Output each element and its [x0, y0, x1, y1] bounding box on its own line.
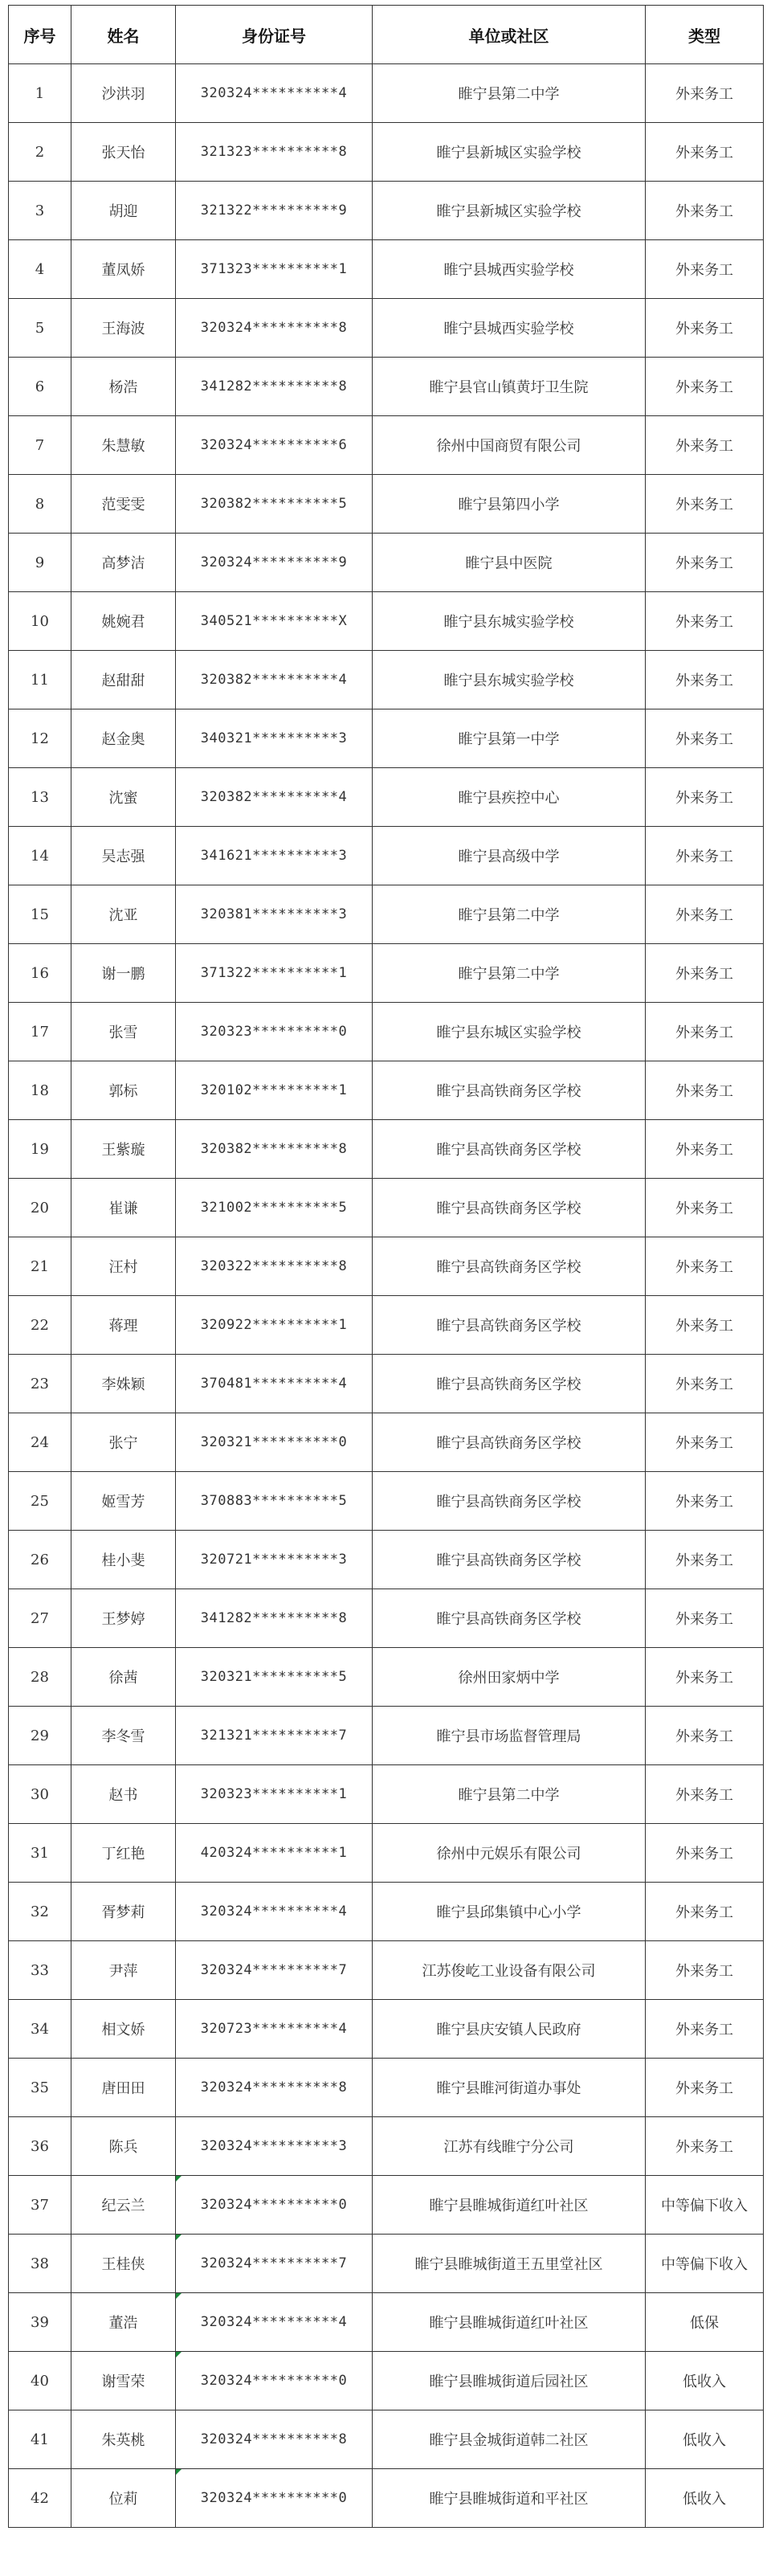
cell-type: 外来务工 — [646, 1472, 764, 1531]
cell-id-number: 321002**********5 — [176, 1179, 373, 1237]
table-row — [9, 240, 764, 299]
cell-unit: 睢宁县第二中学 — [373, 1765, 646, 1824]
cell-type: 外来务工 — [646, 2117, 764, 2176]
cell-index: 4 — [9, 240, 71, 299]
table-row — [9, 1296, 764, 1355]
table-row — [9, 64, 764, 123]
table-row — [9, 885, 764, 944]
cell-unit: 睢宁县庆安镇人民政府 — [373, 2000, 646, 2059]
cell-name: 胥梦莉 — [71, 1883, 176, 1941]
table-row — [9, 1355, 764, 1413]
cell-type: 外来务工 — [646, 123, 764, 182]
cell-name: 沈蜜 — [71, 768, 176, 827]
cell-unit: 睢宁县市场监督管理局 — [373, 1707, 646, 1765]
cell-type: 外来务工 — [646, 534, 764, 592]
cell-id-number: 320321**********0 — [176, 1413, 373, 1472]
cell-name: 赵金奥 — [71, 709, 176, 768]
cell-index: 5 — [9, 299, 71, 358]
cell-id-number: 320324**********4 — [176, 2293, 373, 2352]
cell-unit: 睢宁县东城实验学校 — [373, 592, 646, 651]
table-row — [9, 1413, 764, 1472]
cell-index: 24 — [9, 1413, 71, 1472]
table-row — [9, 709, 764, 768]
cell-name: 高梦洁 — [71, 534, 176, 592]
table-body — [9, 64, 764, 2528]
cell-name: 王梦婷 — [71, 1589, 176, 1648]
table-row — [9, 2117, 764, 2176]
cell-index: 32 — [9, 1883, 71, 1941]
cell-name: 谢一鹏 — [71, 944, 176, 1003]
cell-name: 崔谦 — [71, 1179, 176, 1237]
cell-id-number: 321322**********9 — [176, 182, 373, 240]
table-row — [9, 1179, 764, 1237]
cell-unit: 睢宁县邱集镇中心小学 — [373, 1883, 646, 1941]
cell-name: 汪村 — [71, 1237, 176, 1296]
cell-id-number: 321323**********8 — [176, 123, 373, 182]
cell-index: 9 — [9, 534, 71, 592]
cell-name: 张天怡 — [71, 123, 176, 182]
cell-id-number: 420324**********1 — [176, 1824, 373, 1883]
cell-index: 1 — [9, 64, 71, 123]
table-row — [9, 1061, 764, 1120]
cell-id-number: 320324**********7 — [176, 2235, 373, 2293]
cell-unit: 睢宁县高铁商务区学校 — [373, 1531, 646, 1589]
cell-name: 董凤娇 — [71, 240, 176, 299]
cell-unit: 睢宁县高铁商务区学校 — [373, 1179, 646, 1237]
cell-index: 14 — [9, 827, 71, 885]
cell-index: 22 — [9, 1296, 71, 1355]
cell-unit: 睢宁县高铁商务区学校 — [373, 1120, 646, 1179]
cell-name: 桂小斐 — [71, 1531, 176, 1589]
cell-id-number: 320381**********3 — [176, 885, 373, 944]
cell-name: 姬雪芳 — [71, 1472, 176, 1531]
cell-unit: 睢宁县高铁商务区学校 — [373, 1237, 646, 1296]
cell-id-number: 320721**********3 — [176, 1531, 373, 1589]
cell-unit: 睢宁县金城街道韩二社区 — [373, 2410, 646, 2469]
table-header-row — [9, 6, 764, 64]
cell-index: 15 — [9, 885, 71, 944]
cell-id-number: 320324**********4 — [176, 64, 373, 123]
table-row — [9, 1765, 764, 1824]
cell-name: 朱英桃 — [71, 2410, 176, 2469]
cell-name: 蒋理 — [71, 1296, 176, 1355]
cell-index: 2 — [9, 123, 71, 182]
cell-name: 郭标 — [71, 1061, 176, 1120]
cell-unit: 睢宁县高铁商务区学校 — [373, 1589, 646, 1648]
cell-name: 纪云兰 — [71, 2176, 176, 2235]
cell-unit: 睢宁县睢城街道和平社区 — [373, 2469, 646, 2528]
cell-name: 赵书 — [71, 1765, 176, 1824]
table-row — [9, 1237, 764, 1296]
cell-type: 中等偏下收入 — [646, 2176, 764, 2235]
cell-id-number: 320323**********0 — [176, 1003, 373, 1061]
cell-unit: 睢宁县东城区实验学校 — [373, 1003, 646, 1061]
cell-index: 25 — [9, 1472, 71, 1531]
cell-name: 王紫璇 — [71, 1120, 176, 1179]
cell-id-number: 320324**********4 — [176, 1883, 373, 1941]
cell-id-number: 320324**********8 — [176, 2059, 373, 2117]
table-row — [9, 1707, 764, 1765]
cell-index: 20 — [9, 1179, 71, 1237]
cell-name: 姚婉君 — [71, 592, 176, 651]
table-row — [9, 827, 764, 885]
table-row — [9, 475, 764, 534]
cell-unit: 睢宁县城西实验学校 — [373, 240, 646, 299]
cell-type: 外来务工 — [646, 64, 764, 123]
cell-unit: 睢宁县高铁商务区学校 — [373, 1355, 646, 1413]
cell-type: 外来务工 — [646, 592, 764, 651]
cell-type: 外来务工 — [646, 709, 764, 768]
cell-id-number: 320382**********4 — [176, 768, 373, 827]
cell-type: 外来务工 — [646, 1824, 764, 1883]
cell-id-number: 320324**********7 — [176, 1941, 373, 2000]
cell-type: 外来务工 — [646, 1296, 764, 1355]
table-row — [9, 651, 764, 709]
cell-id-number: 320324**********3 — [176, 2117, 373, 2176]
cell-unit: 睢宁县东城实验学校 — [373, 651, 646, 709]
roster-table — [8, 5, 764, 2528]
table-row — [9, 1589, 764, 1648]
cell-type: 外来务工 — [646, 944, 764, 1003]
cell-index: 7 — [9, 416, 71, 475]
cell-name: 赵甜甜 — [71, 651, 176, 709]
cell-id-number: 341621**********3 — [176, 827, 373, 885]
cell-id-number: 320322**********8 — [176, 1237, 373, 1296]
cell-type: 外来务工 — [646, 768, 764, 827]
cell-index: 12 — [9, 709, 71, 768]
table-row — [9, 2410, 764, 2469]
cell-id-number: 320323**********1 — [176, 1765, 373, 1824]
cell-index: 28 — [9, 1648, 71, 1707]
cell-unit: 睢宁县高铁商务区学校 — [373, 1296, 646, 1355]
cell-index: 19 — [9, 1120, 71, 1179]
cell-index: 29 — [9, 1707, 71, 1765]
cell-name: 沙洪羽 — [71, 64, 176, 123]
cell-unit: 睢宁县疾控中心 — [373, 768, 646, 827]
cell-name: 李姝颖 — [71, 1355, 176, 1413]
cell-type: 外来务工 — [646, 416, 764, 475]
cell-index: 17 — [9, 1003, 71, 1061]
cell-unit: 睢宁县第二中学 — [373, 64, 646, 123]
cell-index: 42 — [9, 2469, 71, 2528]
cell-type: 外来务工 — [646, 358, 764, 416]
cell-name: 王海波 — [71, 299, 176, 358]
table-row — [9, 358, 764, 416]
cell-id-number: 370481**********4 — [176, 1355, 373, 1413]
cell-id-number: 320324**********8 — [176, 299, 373, 358]
cell-id-number: 320382**********8 — [176, 1120, 373, 1179]
cell-id-number: 341282**********8 — [176, 1589, 373, 1648]
cell-id-number: 320324**********9 — [176, 534, 373, 592]
cell-index: 31 — [9, 1824, 71, 1883]
cell-unit: 睢宁县睢城街道红叶社区 — [373, 2293, 646, 2352]
cell-type: 低收入 — [646, 2469, 764, 2528]
cell-unit: 睢宁县新城区实验学校 — [373, 123, 646, 182]
cell-id-number: 320324**********0 — [176, 2469, 373, 2528]
cell-name: 相文娇 — [71, 2000, 176, 2059]
cell-index: 11 — [9, 651, 71, 709]
cell-type: 外来务工 — [646, 1355, 764, 1413]
table-row — [9, 2293, 764, 2352]
cell-unit: 睢宁县高铁商务区学校 — [373, 1061, 646, 1120]
cell-unit: 睢宁县第二中学 — [373, 885, 646, 944]
table-row — [9, 944, 764, 1003]
cell-index: 30 — [9, 1765, 71, 1824]
cell-id-number: 320324**********0 — [176, 2352, 373, 2410]
cell-unit: 江苏有线睢宁分公司 — [373, 2117, 646, 2176]
cell-name: 位莉 — [71, 2469, 176, 2528]
cell-type: 外来务工 — [646, 885, 764, 944]
cell-name: 丁红艳 — [71, 1824, 176, 1883]
cell-index: 33 — [9, 1941, 71, 2000]
cell-name: 胡迎 — [71, 182, 176, 240]
cell-type: 外来务工 — [646, 1237, 764, 1296]
cell-name: 陈兵 — [71, 2117, 176, 2176]
cell-id-number: 320321**********5 — [176, 1648, 373, 1707]
cell-type: 外来务工 — [646, 2000, 764, 2059]
cell-id-number: 320324**********6 — [176, 416, 373, 475]
cell-type: 外来务工 — [646, 651, 764, 709]
cell-type: 外来务工 — [646, 827, 764, 885]
cell-name: 杨浩 — [71, 358, 176, 416]
cell-index: 6 — [9, 358, 71, 416]
cell-type: 低收入 — [646, 2352, 764, 2410]
cell-type: 外来务工 — [646, 1179, 764, 1237]
cell-type: 外来务工 — [646, 1413, 764, 1472]
table-row — [9, 1472, 764, 1531]
table-row — [9, 1824, 764, 1883]
cell-type: 外来务工 — [646, 1120, 764, 1179]
table-row — [9, 299, 764, 358]
cell-name: 唐田田 — [71, 2059, 176, 2117]
cell-index: 8 — [9, 475, 71, 534]
cell-id-number: 320382**********4 — [176, 651, 373, 709]
cell-index: 23 — [9, 1355, 71, 1413]
table-row — [9, 1941, 764, 2000]
cell-id-number: 341282**********8 — [176, 358, 373, 416]
cell-index: 16 — [9, 944, 71, 1003]
cell-name: 李冬雪 — [71, 1707, 176, 1765]
cell-name: 张宁 — [71, 1413, 176, 1472]
cell-unit: 睢宁县睢城街道红叶社区 — [373, 2176, 646, 2235]
roster-table-container — [8, 5, 763, 2528]
cell-type: 外来务工 — [646, 1061, 764, 1120]
cell-unit: 徐州田家炳中学 — [373, 1648, 646, 1707]
cell-name: 朱慧敏 — [71, 416, 176, 475]
cell-index: 40 — [9, 2352, 71, 2410]
table-row — [9, 2176, 764, 2235]
table-row — [9, 768, 764, 827]
cell-type: 中等偏下收入 — [646, 2235, 764, 2293]
cell-id-number: 321321**********7 — [176, 1707, 373, 1765]
cell-unit: 睢宁县高铁商务区学校 — [373, 1472, 646, 1531]
header-unit: 单位或社区 — [373, 6, 646, 64]
table-row — [9, 1648, 764, 1707]
cell-index: 21 — [9, 1237, 71, 1296]
cell-id-number: 340521**********X — [176, 592, 373, 651]
cell-unit: 睢宁县第四小学 — [373, 475, 646, 534]
cell-id-number: 320324**********8 — [176, 2410, 373, 2469]
cell-type: 低保 — [646, 2293, 764, 2352]
header-id-number: 身份证号 — [176, 6, 373, 64]
cell-name: 张雪 — [71, 1003, 176, 1061]
cell-id-number: 371322**********1 — [176, 944, 373, 1003]
cell-name: 董浩 — [71, 2293, 176, 2352]
cell-unit: 睢宁县新城区实验学校 — [373, 182, 646, 240]
cell-unit: 睢宁县睢河街道办事处 — [373, 2059, 646, 2117]
cell-id-number: 371323**********1 — [176, 240, 373, 299]
cell-type: 低收入 — [646, 2410, 764, 2469]
cell-type: 外来务工 — [646, 182, 764, 240]
cell-type: 外来务工 — [646, 475, 764, 534]
cell-type: 外来务工 — [646, 1589, 764, 1648]
cell-index: 39 — [9, 2293, 71, 2352]
table-row — [9, 2000, 764, 2059]
header-name: 姓名 — [71, 6, 176, 64]
cell-unit: 徐州中元娱乐有限公司 — [373, 1824, 646, 1883]
header-type: 类型 — [646, 6, 764, 64]
table-row — [9, 1531, 764, 1589]
cell-unit: 睢宁县官山镇黄圩卫生院 — [373, 358, 646, 416]
cell-index: 36 — [9, 2117, 71, 2176]
cell-type: 外来务工 — [646, 1648, 764, 1707]
table-row — [9, 2352, 764, 2410]
cell-unit: 江苏俊屹工业设备有限公司 — [373, 1941, 646, 2000]
cell-id-number: 320922**********1 — [176, 1296, 373, 1355]
cell-unit: 睢宁县高级中学 — [373, 827, 646, 885]
cell-type: 外来务工 — [646, 299, 764, 358]
cell-unit: 睢宁县睢城街道后园社区 — [373, 2352, 646, 2410]
cell-name: 王桂侠 — [71, 2235, 176, 2293]
cell-index: 37 — [9, 2176, 71, 2235]
cell-id-number: 320723**********4 — [176, 2000, 373, 2059]
cell-unit: 睢宁县城西实验学校 — [373, 299, 646, 358]
cell-unit: 睢宁县第二中学 — [373, 944, 646, 1003]
cell-index: 3 — [9, 182, 71, 240]
cell-unit: 睢宁县睢城街道王五里堂社区 — [373, 2235, 646, 2293]
table-row — [9, 1003, 764, 1061]
cell-name: 吴志强 — [71, 827, 176, 885]
cell-unit: 徐州中国商贸有限公司 — [373, 416, 646, 475]
cell-type: 外来务工 — [646, 2059, 764, 2117]
cell-id-number: 320324**********0 — [176, 2176, 373, 2235]
table-row — [9, 2469, 764, 2528]
cell-unit: 睢宁县第一中学 — [373, 709, 646, 768]
cell-type: 外来务工 — [646, 1707, 764, 1765]
cell-name: 徐茜 — [71, 1648, 176, 1707]
cell-name: 尹萍 — [71, 1941, 176, 2000]
table-row — [9, 123, 764, 182]
cell-id-number: 370883**********5 — [176, 1472, 373, 1531]
cell-index: 35 — [9, 2059, 71, 2117]
header-index: 序号 — [9, 6, 71, 64]
cell-index: 41 — [9, 2410, 71, 2469]
cell-unit: 睢宁县高铁商务区学校 — [373, 1413, 646, 1472]
cell-index: 10 — [9, 592, 71, 651]
cell-type: 外来务工 — [646, 1531, 764, 1589]
cell-index: 34 — [9, 2000, 71, 2059]
cell-id-number: 320382**********5 — [176, 475, 373, 534]
table-row — [9, 2235, 764, 2293]
cell-index: 13 — [9, 768, 71, 827]
cell-type: 外来务工 — [646, 240, 764, 299]
table-row — [9, 592, 764, 651]
cell-id-number: 320102**********1 — [176, 1061, 373, 1120]
table-row — [9, 416, 764, 475]
cell-type: 外来务工 — [646, 1003, 764, 1061]
cell-index: 26 — [9, 1531, 71, 1589]
table-row — [9, 1883, 764, 1941]
cell-name: 谢雪荣 — [71, 2352, 176, 2410]
table-row — [9, 1120, 764, 1179]
cell-name: 范雯雯 — [71, 475, 176, 534]
table-row — [9, 182, 764, 240]
cell-index: 18 — [9, 1061, 71, 1120]
table-row — [9, 2059, 764, 2117]
cell-type: 外来务工 — [646, 1765, 764, 1824]
table-row — [9, 534, 764, 592]
cell-name: 沈亚 — [71, 885, 176, 944]
cell-index: 27 — [9, 1589, 71, 1648]
cell-index: 38 — [9, 2235, 71, 2293]
cell-id-number: 340321**********3 — [176, 709, 373, 768]
cell-type: 外来务工 — [646, 1883, 764, 1941]
cell-unit: 睢宁县中医院 — [373, 534, 646, 592]
cell-type: 外来务工 — [646, 1941, 764, 2000]
